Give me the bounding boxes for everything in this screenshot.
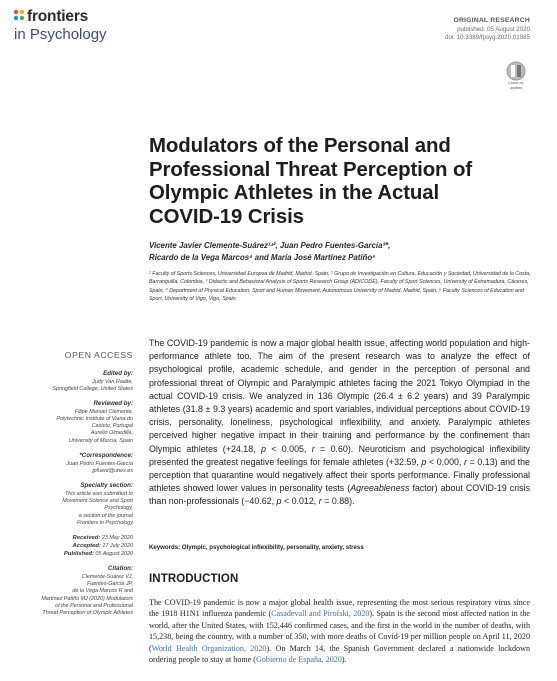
abstract-text: The COVID-19 pandemic is now a major global health issue, affecting world population and high-performance athlete too. The aim of the present research was to analyze the effect of psychological profile, academic schedule, and gender in the perception of personal and professional threat of Olympic and Paralympic athletes facing the 2021 Tokyo Olympiad in the actual COVID-19 crisis. We analyzed in 136 Olympic (26.4 ± 6.2 years) and 39 Paralympic athletes (31.8 ± 9.3 years) academic and sport variables, individual perceptions about COVID-19 crisis, personality, loneliness, psychological inflexibility, and anxiety. Paralympic athletes perceived higher negative impact in their training and performance by the confinement than Olympic athletes (+24.18, <box>149 338 530 454</box>
abstract-text: < 0.000, <box>426 456 465 467</box>
published-date: published: 05 August 2020 <box>457 25 530 33</box>
abstract-text: = 0.60). Neuroticism and psychological inflexibility presented the greatest negative feelings for female athletes (+32.59, <box>149 443 530 467</box>
abstract-text: < 0.005, <box>265 443 312 454</box>
citation-link[interactable]: World Health Organization, 2020 <box>151 643 267 653</box>
correspondence-name: Juan Pedro Fuentes-García <box>66 460 133 467</box>
citation-line: Fuentes-García JP, <box>86 580 133 587</box>
reviewer-line: Aurelio Olmedilla, <box>90 430 133 437</box>
intro-text: ). On March 14, the Spanish Government declared a nationwide lockdown ordering people to stay at home ( <box>149 643 530 665</box>
abstract-text: factor) about COVID-19 crisis than non-professionals (−40.62, <box>149 483 531 507</box>
intro-text: ). Spain is the second most affected nation in the world, after the United States, with 152,446 confirmed cases, and the first in the world in the number of deaths, with 15,238, being the country, with a number of 350, with more deaths of Covid-19 per million people on April 11, 2020 ( <box>149 609 530 653</box>
author-list <box>149 240 529 263</box>
editor-affiliation: Springfield College, United States <box>52 385 133 392</box>
edited-by-label: Edited by: <box>103 370 133 377</box>
article-header <box>445 17 530 43</box>
received-date <box>3 534 133 542</box>
published-value: 05 August 2020 <box>95 551 133 558</box>
abstract-stat: r <box>318 496 322 507</box>
intro-text: The COVID-19 pandemic is now a major global health issue, representing the most serious respiratory virus since the 1918 H1N1 influenza pandemic ( <box>149 598 530 619</box>
published-date-sidebar <box>3 550 133 558</box>
citation-line: de la Vega Marcos R and <box>72 588 133 595</box>
correspondence <box>3 452 133 475</box>
brand-name: frontiers <box>27 8 89 25</box>
accepted-value: 17 July 2020 <box>102 543 133 550</box>
article-type: ORIGINAL RESEARCH <box>453 17 530 24</box>
article-title: Modulators of the Personal and Professional Threat Perception of Olympic Athletes in the Actual COVID-19 Crisis <box>149 135 473 228</box>
abstract-text: = 0.88). <box>321 496 355 507</box>
abstract <box>149 337 530 509</box>
reviewer-line: University of Murcia, Spain <box>68 437 133 444</box>
authors-line2: Ricardo de la Vega Marcos⁴ and María José Martínez Patiño⁵ <box>149 252 376 262</box>
specialty-line: a section of the journal <box>78 512 133 519</box>
citation-label: Citation: <box>107 565 133 573</box>
received-value: 23 May 2020 <box>101 535 133 542</box>
editor-name: Judy Van Raalte, <box>92 378 133 385</box>
frontiers-dots-icon <box>13 9 25 21</box>
keywords: Keywords: Olympic, psychological inflexibility, personality, anxiety, stress <box>149 544 364 551</box>
specialty-label: Specialty section: <box>80 482 133 490</box>
frontiers-logo <box>13 9 133 51</box>
specialty-line: Psychology, <box>104 505 133 512</box>
specialty-line: Movement Science and Sport <box>62 497 133 504</box>
introduction-text <box>149 597 530 665</box>
abstract-text: < 0.012, <box>281 496 319 507</box>
accepted-label: Accepted: <box>72 543 101 550</box>
badge-line2: updates <box>509 85 523 90</box>
reviewed-by-label: Reviewed by: <box>93 400 133 408</box>
correspondence-label: *Correspondence: <box>79 452 133 460</box>
doi[interactable]: doi: 10.3389/fpsyg.2020.01985 <box>445 34 530 42</box>
reviewer-line: Polytechnic Institute of Viana do <box>56 415 133 422</box>
citation-link[interactable]: Gobierno de España, 2020 <box>256 655 342 665</box>
reviewed-by <box>3 400 133 445</box>
specialty-line: Frontiers in Psychology <box>76 519 133 526</box>
citation-line: Martínez Patiño MJ (2020) Modulators <box>41 595 133 602</box>
correspondence-email[interactable]: jpfuent@unex.es <box>92 467 133 474</box>
section-heading: INTRODUCTION <box>149 573 239 585</box>
abstract-stat: r <box>464 456 467 467</box>
citation-link[interactable]: Casadevall and Pirofski, 2020 <box>271 609 370 619</box>
specialty-section <box>3 482 133 527</box>
specialty-line: This article was submitted to <box>64 490 133 497</box>
abstract-stat: p <box>260 443 266 454</box>
citation-line: Clemente-Suárez VJ, <box>81 573 133 580</box>
article-info-sidebar <box>3 350 133 624</box>
edited-by <box>3 370 133 393</box>
published-label: Published: <box>63 551 94 558</box>
abstract-term: Agreeableness <box>350 483 410 494</box>
abstract-stat: p <box>421 456 427 467</box>
intro-text: ). <box>341 655 347 665</box>
abstract-text: = 0.13) and the perception that quarantine would negatively affect their sports performance. Finally professional athletes showed lower values in personality tests ( <box>149 456 530 494</box>
reviewer-line: Filipe Manuel Clemente, <box>74 408 133 415</box>
dates <box>3 534 133 558</box>
abstract-stat: r <box>311 443 315 454</box>
reviewer-line: Castelo, Portugal <box>91 423 133 430</box>
citation <box>3 565 133 617</box>
journal-name: in Psychology <box>14 26 107 43</box>
affiliations: ¹ Faculty of Sports Sciences, Universidad Europea de Madrid, Madrid, Spain, ² Grupo de Investigación en Cultura, Educación y Sociedad, Universidad de la Costa, Barranquilla, Colombia, ³ Didactic and Behavioral Analysis of Sports Research Group (ADICODE), Faculty of Sport Sciences, University of Extremadura, Cáceres, Spain, ⁴ Department of Physical Education, Sport and Human Movement, Autonomous University of Madrid, Madrid, Spain, ⁵ Faculty Sciences of Education and Sport, University of Vigo, Vigo, Spain <box>149 271 531 303</box>
authors-line1: Vicente Javier Clemente-Suárez¹ʴ², Juan Pedro Fuentes-García³*, <box>149 241 391 250</box>
citation-line: of the Personal and Professional <box>55 602 133 609</box>
open-access-label: OPEN ACCESS <box>64 350 133 360</box>
received-label: Received: <box>72 535 101 542</box>
abstract-stat: p <box>276 496 282 507</box>
citation-line: Threat Perception of Olympic Athletes <box>42 610 133 617</box>
badge-line1: Check for <box>508 81 524 85</box>
check-for-updates-badge[interactable] <box>502 60 530 92</box>
accepted-date <box>3 542 133 550</box>
